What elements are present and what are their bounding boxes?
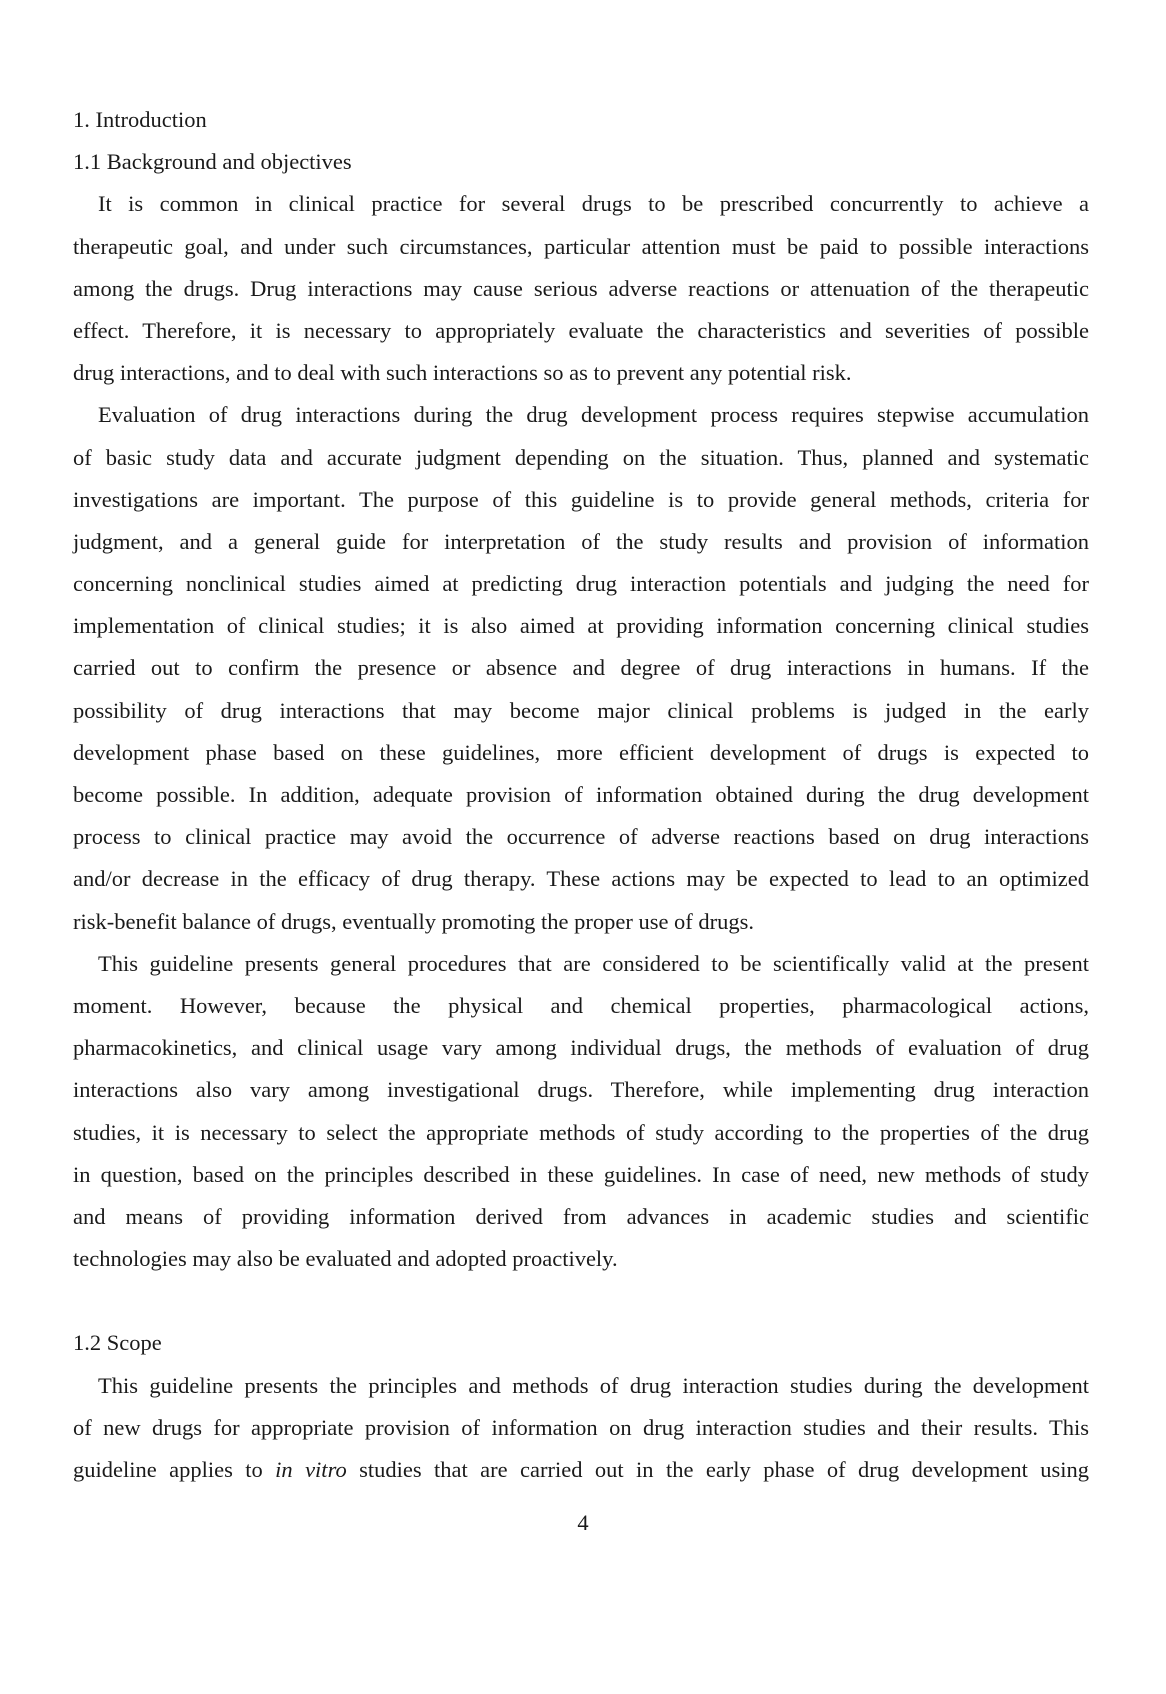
paragraph-line: process to clinical practice may avoid the occurrence of adverse reactions based on drug interactions bbox=[73, 824, 1089, 850]
paragraph-line: of new drugs for appropriate provision of information on drug interaction studies and their results. This bbox=[73, 1414, 1089, 1440]
paragraph-line: technologies may also be evaluated and adopted proactively. bbox=[73, 1246, 618, 1272]
paragraph-line: Evaluation of drug interactions during the drug development process requires stepwise accumulation bbox=[98, 402, 1089, 428]
paragraph-line: among the drugs. Drug interactions may cause serious adverse reactions or attenuation of the therapeutic bbox=[73, 275, 1089, 301]
paragraph-line: moment. However, because the physical and chemical properties, pharmacological actions, bbox=[73, 992, 1089, 1018]
paragraph-line: possibility of drug interactions that may become major clinical problems is judged in the early bbox=[73, 697, 1089, 723]
text-segment: guideline applies to bbox=[73, 1457, 263, 1482]
paragraph-3 bbox=[73, 943, 1089, 1281]
italic-term: in vitro bbox=[275, 1457, 347, 1482]
paragraph-line: drug interactions, and to deal with such interactions so as to prevent any potential risk. bbox=[73, 360, 852, 386]
blank-line bbox=[73, 1280, 1089, 1322]
paragraph-line: concerning nonclinical studies aimed at predicting drug interaction potentials and judging the need for bbox=[73, 571, 1089, 597]
paragraph-line: This guideline presents general procedures that are considered to be scientifically valid at the present bbox=[98, 950, 1089, 976]
paragraph-line: This guideline presents the principles and methods of drug interaction studies during the development bbox=[98, 1372, 1089, 1398]
document-page bbox=[73, 99, 1089, 1491]
paragraph-line: pharmacokinetics, and clinical usage vary among individual drugs, the methods of evaluation of drug bbox=[73, 1035, 1089, 1061]
text-segment: studies that are carried out in the early phase of drug development using bbox=[359, 1457, 1089, 1482]
paragraph-line: carried out to confirm the presence or absence and degree of drug interactions in humans. If the bbox=[73, 655, 1089, 681]
section-heading-introduction: 1. Introduction bbox=[73, 107, 207, 132]
paragraph-1 bbox=[73, 183, 1089, 394]
paragraph-line: and/or decrease in the efficacy of drug therapy. These actions may be expected to lead to an optimized bbox=[73, 866, 1089, 892]
page-number: 4 bbox=[577, 1510, 589, 1535]
paragraph-line: of basic study data and accurate judgment depending on the situation. Thus, planned and systematic bbox=[73, 444, 1089, 470]
paragraph-line: risk-benefit balance of drugs, eventually promoting the proper use of drugs. bbox=[73, 908, 755, 934]
paragraph-line: become possible. In addition, adequate provision of information obtained during the drug development bbox=[73, 782, 1089, 807]
paragraph-line: implementation of clinical studies; it is also aimed at providing information concerning clinical studies bbox=[73, 613, 1089, 639]
paragraph-line: development phase based on these guidelines, more efficient development of drugs is expected to bbox=[73, 739, 1089, 765]
paragraph-line: It is common in clinical practice for several drugs to be prescribed concurrently to achieve a bbox=[98, 191, 1089, 217]
paragraph-line: judgment, and a general guide for interpretation of the study results and provision of information bbox=[73, 528, 1089, 554]
subsection-heading-scope: 1.2 Scope bbox=[73, 1330, 162, 1356]
paragraph-line: effect. Therefore, it is necessary to appropriately evaluate the characteristics and severities of possible bbox=[73, 317, 1089, 343]
paragraph-4 bbox=[73, 1365, 1089, 1492]
paragraph-line-with-italic bbox=[73, 1449, 1089, 1491]
paragraph-line: therapeutic goal, and under such circumstances, particular attention must be paid to possible interactions bbox=[73, 233, 1089, 259]
paragraph-line: investigations are important. The purpose of this guideline is to provide general methods, criteria for bbox=[73, 486, 1089, 512]
paragraph-2 bbox=[73, 394, 1089, 942]
paragraph-line: interactions also vary among investigational drugs. Therefore, while implementing drug interaction bbox=[73, 1077, 1089, 1103]
paragraph-line: and means of providing information derived from advances in academic studies and scientific bbox=[73, 1203, 1089, 1229]
paragraph-line: in question, based on the principles described in these guidelines. In case of need, new methods of study bbox=[73, 1161, 1089, 1187]
paragraph-line: studies, it is necessary to select the appropriate methods of study according to the properties of the drug bbox=[73, 1119, 1089, 1145]
subsection-heading-background: 1.1 Background and objectives bbox=[73, 149, 352, 175]
